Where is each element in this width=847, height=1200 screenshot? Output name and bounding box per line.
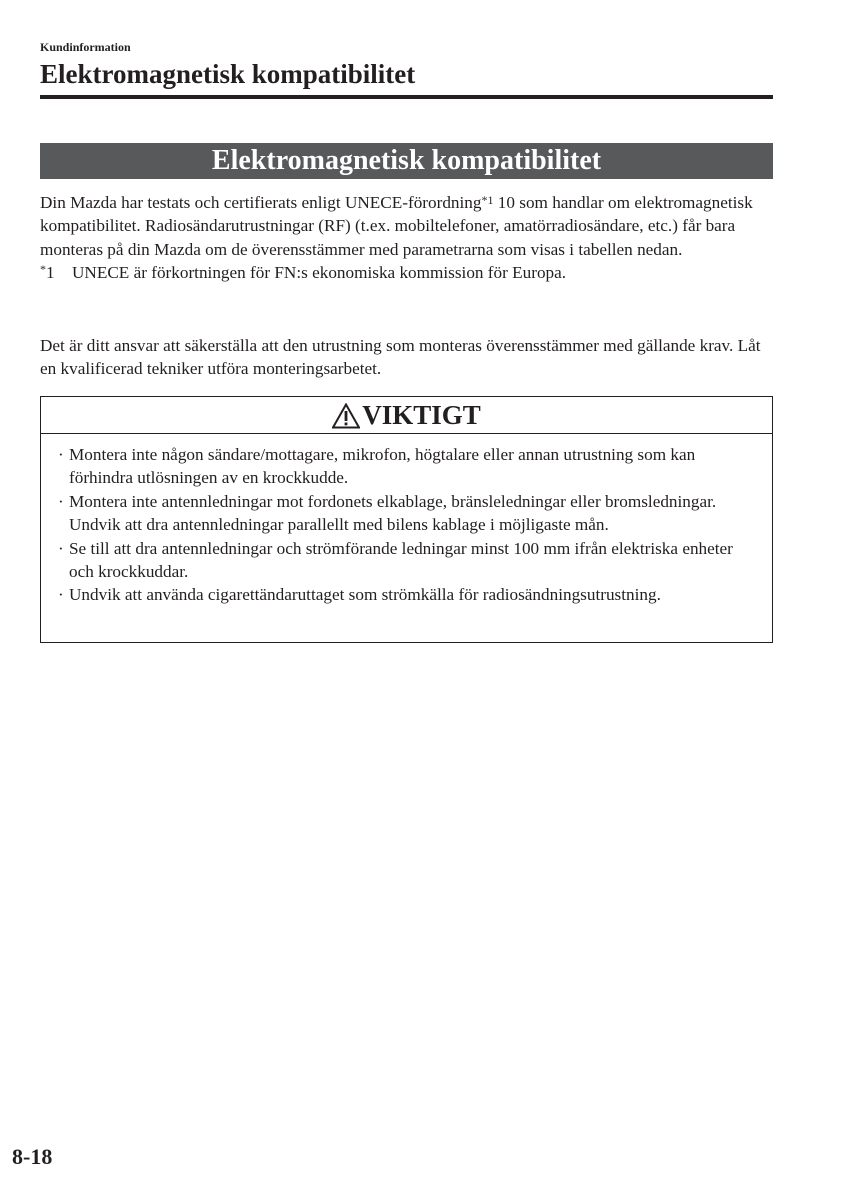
warning-item bbox=[58, 443, 758, 490]
warning-item bbox=[58, 537, 758, 584]
section-label: Kundinformation bbox=[40, 40, 131, 54]
footnote-marker bbox=[40, 261, 72, 284]
warning-item-text: Montera inte antennledningar mot fordonets elkablage, bränsleledningar eller bromsledningar. Undvik att dra antennledningar parallellt med bilens kablage i möjligaste mån. bbox=[69, 491, 717, 535]
warning-item-text: Se till att dra antennledningar och strömförande ledningar minst 100 mm ifrån elektriska enheter och krockkuddar. bbox=[69, 538, 733, 582]
warning-triangle-icon bbox=[332, 403, 360, 429]
bullet: · bbox=[58, 538, 64, 558]
warning-header bbox=[41, 397, 772, 434]
section-title-band: Elektromagnetisk kompatibilitet bbox=[40, 143, 773, 179]
bullet: · bbox=[58, 491, 64, 511]
footnote-text: UNECE är förkortningen för FN:s ekonomiska kommission för Europa. bbox=[72, 263, 567, 283]
footnote-number: 1 bbox=[46, 263, 55, 283]
page-number: 8-18 bbox=[12, 1144, 53, 1169]
warning-box bbox=[40, 396, 773, 643]
warning-title: VIKTIGT bbox=[362, 400, 481, 430]
page-title: Elektromagnetisk kompatibilitet bbox=[40, 59, 416, 89]
bullet: · bbox=[58, 585, 64, 605]
intro-text-start: Din Mazda har testats och certifierats enligt UNECE-förordning bbox=[40, 193, 482, 212]
responsibility-text: Det är ditt ansvar att säkerställa att den utrustning som monteras överensstämmer med gällande krav. Låt en kvalificerad tekniker utföra monteringsarbetet. bbox=[40, 336, 761, 379]
warning-list bbox=[41, 434, 772, 607]
responsibility-paragraph bbox=[40, 334, 773, 381]
heading-divider bbox=[40, 95, 773, 99]
bullet: · bbox=[58, 445, 64, 464]
warning-item-text: Montera inte någon sändare/mottagare, mikrofon, högtalare eller annan utrustning som kan förhindra utlösningen av en krockkudde. bbox=[69, 445, 696, 488]
intro-paragraph bbox=[40, 191, 773, 285]
warning-item bbox=[58, 583, 758, 606]
warning-item bbox=[58, 490, 758, 537]
footnote-reference: *1 bbox=[481, 193, 494, 207]
intro-text-continued: 10 som handlar om bbox=[493, 193, 631, 212]
footnote-asterisk: * bbox=[40, 262, 46, 277]
intro-text-rest: elektromagnetisk kompatibilitet. Radiosändarutrustningar (RF) (t.ex. mobiltelefoner, amatörradiosändare, etc.) får bara monteras på din Mazda om de överensstämmer med parametrarna som visas i tabellen nedan. bbox=[40, 193, 753, 259]
footnote bbox=[40, 261, 773, 284]
warning-item-text: Undvik att använda cigarettändaruttaget som strömkälla för radiosändningsutrustning. bbox=[69, 585, 661, 605]
